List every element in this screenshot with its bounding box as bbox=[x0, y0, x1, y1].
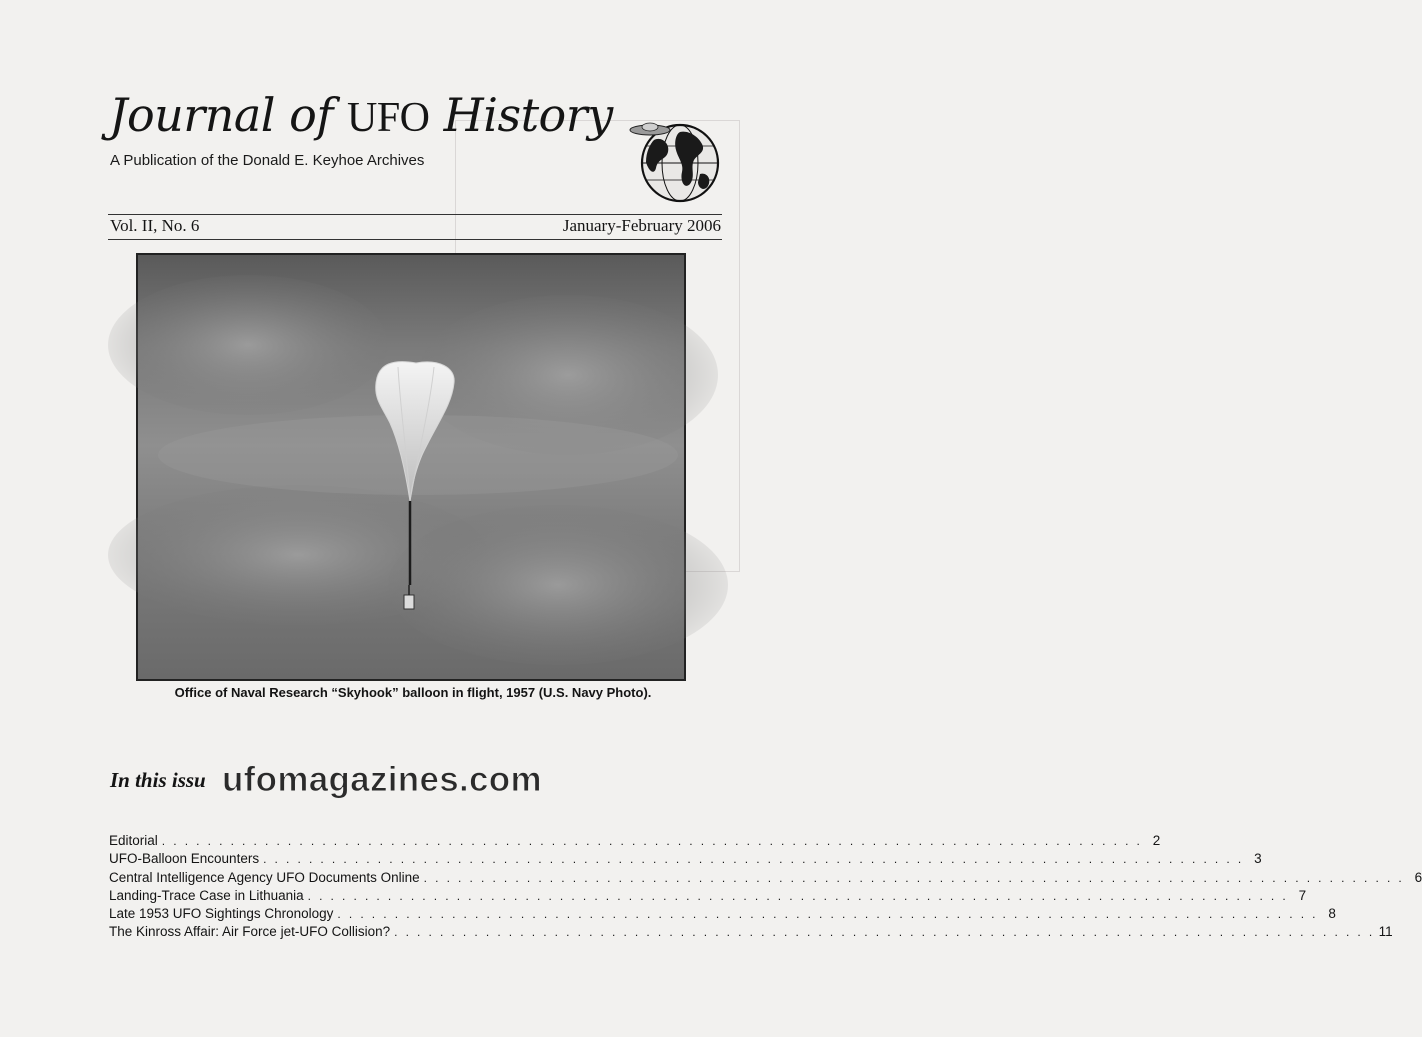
toc-item-title: Central Intelligence Agency UFO Documents Online bbox=[109, 869, 420, 885]
toc-item-title: UFO-Balloon Encounters bbox=[109, 851, 260, 867]
toc-leader-dots: . . . . . . . . . . . . . . . . . . . . . . . . . . . . . . . . . . . . . . . . . . . . . . . . . . . . . . . . . . . . . . . . . . . . . . . . . . . . . . . . . . . . . . bbox=[307, 888, 1289, 903]
issue-date: January-February 2006 bbox=[562, 216, 721, 235]
toc-item-page: 3 bbox=[1254, 851, 1262, 867]
toc-leader-dots: . . . . . . . . . . . . . . . . . . . . . . . . . . . . . . . . . . . . . . . . . . . . . . . . . . . . . . . . . . . . . . . . . . . . . . . . . . . . . . . . . . . . . . bbox=[423, 870, 1405, 885]
title-suffix: History bbox=[429, 88, 613, 142]
toc-item-page: 2 bbox=[1152, 833, 1161, 848]
toc-item-title: Late 1953 UFO Sightings Chronology bbox=[109, 906, 334, 922]
toc-item-title: The Kinross Affair: Air Force jet-UFO Collision? bbox=[109, 924, 391, 940]
toc-item-page: 11 bbox=[1378, 924, 1393, 940]
balloon-illustration bbox=[138, 255, 684, 679]
toc-leader-dots: . . . . . . . . . . . . . . . . . . . . . . . . . . . . . . . . . . . . . . . . . . . . . . . . . . . . . . . . . . . . . . . . . . . . . . . . . . . . . . . . . . . . . . bbox=[263, 852, 1244, 867]
toc-item[interactable] bbox=[109, 923, 1393, 941]
toc-item[interactable] bbox=[109, 905, 1336, 923]
toc-item-title: Landing-Trace Case in Lithuania bbox=[109, 887, 304, 903]
toc-item-page: 6 bbox=[1414, 869, 1422, 885]
toc-item-title: Editorial bbox=[109, 833, 158, 848]
toc-leader-dots: . . . . . . . . . . . . . . . . . . . . . . . . . . . . . . . . . . . . . . . . . . . . . . . . . . . . . . . . . . . . . . . . . . . . . . . . . . . . . . . . . . . . . . bbox=[337, 907, 1318, 922]
header-rule-bottom bbox=[108, 239, 722, 240]
contents-heading: In this issu bbox=[110, 768, 206, 792]
site-watermark: ufomagazines.com bbox=[222, 760, 542, 799]
toc-item[interactable] bbox=[109, 850, 1262, 868]
skyhook-balloon-photo bbox=[136, 253, 686, 681]
globe-logo-icon bbox=[628, 118, 722, 204]
volume-number: Vol. II, No. 6 bbox=[110, 216, 200, 235]
toc-item[interactable] bbox=[109, 832, 1161, 850]
toc-leader-dots: . . . . . . . . . . . . . . . . . . . . . . . . . . . . . . . . . . . . . . . . . . . . . . . . . . . . . . . . . . . . . . . . . . . . . . . . . . . . . . . . . . . . . . bbox=[394, 925, 1375, 940]
toc-item[interactable] bbox=[109, 887, 1307, 905]
photo-caption: Office of Naval Research “Skyhook” balloon in flight, 1957 (U.S. Navy Photo). bbox=[174, 685, 652, 700]
journal-title bbox=[109, 88, 613, 142]
title-ufo: UFO bbox=[346, 95, 430, 141]
toc-item[interactable] bbox=[109, 869, 1422, 887]
toc-leader-dots: . . . . . . . . . . . . . . . . . . . . . . . . . . . . . . . . . . . . . . . . . . . . . . . . . . . . . . . . . . . . . . . . . . . . . . . . . . . . . . . . . . . . . . bbox=[161, 834, 1143, 848]
header-rule-top bbox=[108, 214, 722, 215]
title-prefix: Journal of bbox=[109, 88, 347, 142]
table-of-contents bbox=[109, 832, 1422, 942]
toc-item-page: 8 bbox=[1328, 906, 1336, 922]
journal-subtitle: A Publication of the Donald E. Keyhoe Archives bbox=[110, 152, 425, 169]
toc-item-page: 7 bbox=[1298, 887, 1307, 903]
